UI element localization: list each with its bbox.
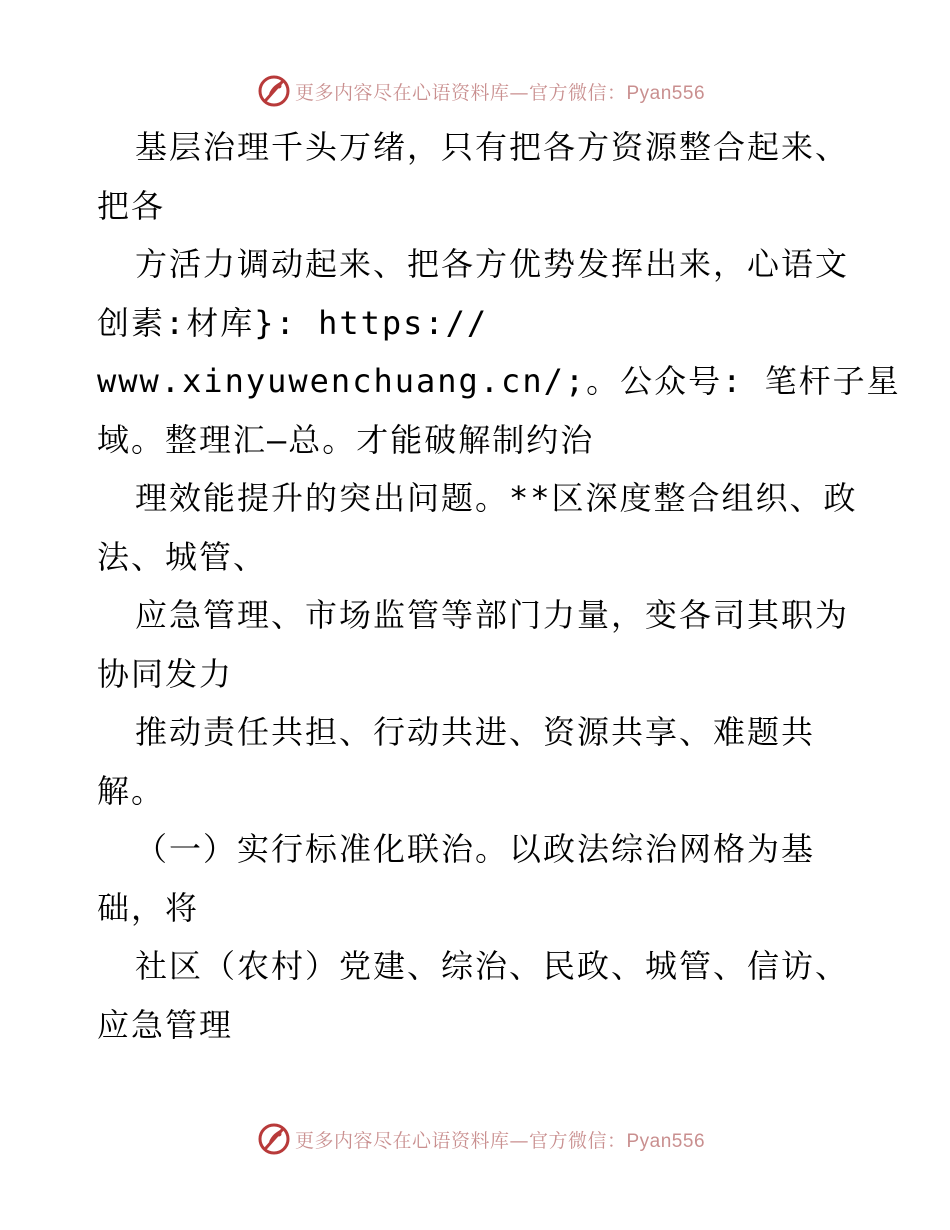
- footer-banner-text: 更多内容尽在心语资料库—官方微信：Pyan556: [294, 1129, 706, 1152]
- paragraph-line: 创素:材库}: https://: [97, 303, 489, 342]
- paragraph-line: 把各: [97, 186, 166, 225]
- paragraph-line: 法、城管、: [97, 537, 268, 576]
- quill-logo-icon: [257, 74, 291, 108]
- paragraph-line: 理效能提升的突出问题。**区深度整合组织、政: [135, 479, 858, 517]
- paragraph-line: 社区（农村）党建、综治、民政、城管、信访、: [135, 947, 850, 985]
- paragraph-line: 础，将: [97, 888, 200, 927]
- paragraph-line: （一）实行标准化联治。以政法综治网格为基: [135, 830, 816, 868]
- paragraph-line: 解。: [97, 771, 166, 810]
- paragraph-line: 方活力调动起来、把各方优势发挥出来，心语文: [135, 245, 850, 283]
- header-banner-text: 更多内容尽在心语资料库—官方微信：Pyan556: [294, 81, 706, 104]
- header-wechat-id: Pyan556: [626, 82, 706, 104]
- paragraph-line: www.xinyuwenchuang.cn/;。公众号: 笔杆子星: [97, 362, 901, 400]
- footer-banner: [0, 1119, 950, 1159]
- document-body: [97, 118, 901, 1054]
- paragraph-line: 域。整理汇—总。才能破解制约治: [97, 420, 595, 459]
- footer-wechat-id: Pyan556: [626, 1130, 706, 1152]
- paragraph-line: 推动责任共担、行动共进、资源共享、难题共: [135, 713, 816, 751]
- paragraph-line: 基层治理千头万绪，只有把各方资源整合起来、: [135, 128, 850, 166]
- paragraph-line: 应急管理: [97, 1005, 234, 1044]
- paragraph-line: 应急管理、市场监管等部门力量，变各司其职为: [135, 596, 850, 634]
- paragraph-line: 协同发力: [97, 654, 234, 693]
- quill-logo-icon: [257, 1122, 291, 1156]
- header-banner: [0, 71, 950, 111]
